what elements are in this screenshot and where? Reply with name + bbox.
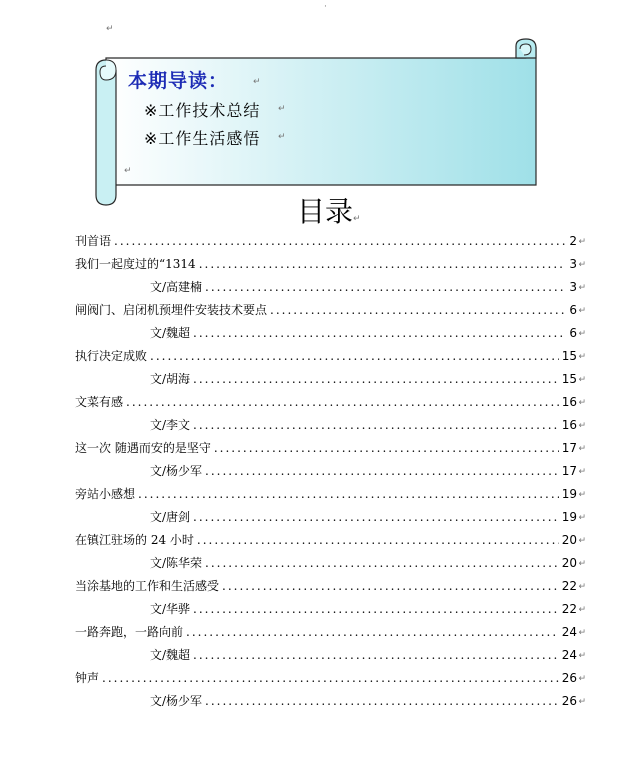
paragraph-mark: ↵	[578, 628, 586, 638]
toc-page-number: 24	[561, 648, 577, 662]
toc-page-number: 3	[569, 257, 577, 271]
paragraph-mark: ↵	[578, 582, 586, 592]
toc-dot-leader	[193, 324, 566, 342]
toc-dot-leader	[186, 623, 559, 641]
toc-dot-leader	[193, 600, 559, 618]
paragraph-mark: ↵	[578, 306, 586, 316]
toc-dot-leader	[193, 416, 559, 434]
toc-page-number: 22	[561, 602, 577, 616]
toc-entry-title: 文菜有感	[75, 395, 124, 409]
toc-entry-title: 当涂基地的工作和生活感受	[75, 579, 220, 593]
toc-page-number: 15	[561, 372, 577, 386]
toc-entry[interactable]	[75, 347, 577, 365]
paragraph-mark: ↵	[124, 166, 132, 176]
toc-entry-title: 闸阀门、启闭机预埋件安装技术要点	[75, 303, 268, 317]
toc-page-number: 6	[569, 303, 577, 317]
toc-page-number: 2	[569, 234, 577, 248]
paragraph-mark: ↵	[578, 329, 586, 339]
toc-entry-title: 文/胡海	[150, 372, 191, 386]
paragraph-mark: ↵	[578, 674, 586, 684]
toc-entry-title: 文/华骅	[150, 602, 191, 616]
scroll-banner-shape	[0, 0, 643, 215]
toc-dot-leader	[193, 646, 559, 664]
paragraph-mark: ↵	[578, 352, 586, 362]
toc-page-number: 17	[561, 464, 577, 478]
toc-entry[interactable]	[75, 485, 577, 503]
toc-entry[interactable]	[75, 669, 577, 687]
toc-title: 目录↵	[297, 195, 361, 228]
toc-entry-title: 文/魏超	[150, 648, 191, 662]
toc-author-entry[interactable]	[150, 600, 577, 618]
toc-entry-title: 文/李文	[150, 418, 191, 432]
toc-dot-leader	[138, 485, 559, 503]
toc-author-entry[interactable]	[150, 370, 577, 388]
paragraph-mark: ↵	[578, 651, 586, 661]
toc-page-number: 20	[561, 533, 577, 547]
toc-page-number: 3	[569, 280, 577, 294]
toc-dot-leader	[222, 577, 559, 595]
paragraph-mark: ↵	[578, 260, 586, 270]
banner-item: ※工作技术总结	[144, 101, 261, 120]
toc-entry[interactable]	[75, 577, 577, 595]
toc-author-entry[interactable]	[150, 416, 577, 434]
toc-entry-title: 执行决定成败	[75, 349, 148, 363]
toc-dot-leader	[193, 508, 559, 526]
toc-dot-leader	[102, 669, 559, 687]
toc-page-number: 24	[561, 625, 577, 639]
banner-title: 本期导读：	[128, 70, 229, 92]
paragraph-mark: ↵	[578, 559, 586, 569]
paragraph-mark: ↵	[278, 104, 286, 114]
toc-entry-title: 文/唐剑	[150, 510, 191, 524]
toc-entry[interactable]	[75, 623, 577, 641]
toc-dot-leader	[205, 278, 566, 296]
paragraph-mark: ↵	[578, 375, 586, 385]
toc-entry[interactable]	[75, 531, 577, 549]
toc-entry[interactable]	[75, 232, 577, 250]
toc-dot-leader	[199, 255, 567, 273]
paragraph-mark: ↵	[578, 490, 586, 500]
toc-entry-title: 这一次 随遇而安的是坚守	[75, 441, 211, 455]
toc-author-entry[interactable]	[150, 646, 577, 664]
paragraph-mark: ↵	[106, 24, 114, 34]
toc-entry-title: 钟声	[75, 671, 100, 685]
toc-entry[interactable]	[75, 301, 577, 319]
toc-entry-title: 文/杨少军	[150, 464, 203, 478]
toc-page-number: 6	[569, 326, 577, 340]
paragraph-mark: ↵	[578, 605, 586, 615]
toc-page-number: 16	[561, 418, 577, 432]
toc-dot-leader	[193, 370, 559, 388]
paragraph-mark: ↵	[578, 467, 586, 477]
toc-author-entry[interactable]	[150, 462, 577, 480]
toc-page-number: 15	[561, 349, 577, 363]
paragraph-mark: ↵	[578, 697, 586, 707]
toc-page-number: 16	[561, 395, 577, 409]
toc-entry-title: 在镇江驻场的 24 小时	[75, 533, 194, 547]
paragraph-mark: ↵	[578, 536, 586, 546]
toc-dot-leader	[214, 439, 559, 457]
toc-author-entry[interactable]	[150, 692, 577, 710]
paragraph-mark: ↵	[578, 513, 586, 523]
toc-entry-title: 文/高建楠	[150, 280, 203, 294]
toc-page-number: 17	[561, 441, 577, 455]
toc-author-entry[interactable]	[150, 278, 577, 296]
paragraph-mark: ↵	[578, 283, 586, 293]
toc-dot-leader	[114, 232, 566, 250]
paragraph-mark: ↵	[578, 421, 586, 431]
toc-entry[interactable]	[75, 393, 577, 411]
toc-entry[interactable]	[75, 439, 577, 457]
format-mark: ·	[324, 2, 327, 12]
banner-item: ※工作生活感悟	[144, 129, 261, 148]
toc-page-number: 26	[561, 671, 577, 685]
toc-author-entry[interactable]	[150, 324, 577, 342]
toc-author-entry[interactable]	[150, 508, 577, 526]
toc-dot-leader	[150, 347, 559, 365]
toc-entry-title: 我们一起度过的“1314	[75, 257, 196, 271]
toc-dot-leader	[205, 462, 559, 480]
toc-page-number: 19	[561, 487, 577, 501]
toc-page-number: 26	[561, 694, 577, 708]
toc-page-number: 22	[561, 579, 577, 593]
toc-entry[interactable]	[75, 255, 577, 273]
toc-dot-leader	[126, 393, 559, 411]
toc-author-entry[interactable]	[150, 554, 577, 572]
toc-dot-leader	[205, 554, 559, 572]
toc-entry-title: 文/杨少军	[150, 694, 203, 708]
toc-dot-leader	[205, 692, 559, 710]
paragraph-mark: ↵	[578, 444, 586, 454]
paragraph-mark: ↵	[278, 132, 286, 142]
toc-page-number: 20	[561, 556, 577, 570]
toc-dot-leader	[197, 531, 559, 549]
paragraph-mark: ↵	[578, 237, 586, 247]
toc-dot-leader	[270, 301, 566, 319]
toc-page-number: 19	[561, 510, 577, 524]
toc-entry-title: 一路奔跑，一路向前	[75, 625, 184, 639]
toc-entry-title: 文/陈华荣	[150, 556, 203, 570]
paragraph-mark: ↵	[253, 77, 261, 87]
toc-entry-title: 刊首语	[75, 234, 112, 248]
toc-entry-title: 旁站小感想	[75, 487, 136, 501]
toc-entry-title: 文/魏超	[150, 326, 191, 340]
paragraph-mark: ↵	[578, 398, 586, 408]
